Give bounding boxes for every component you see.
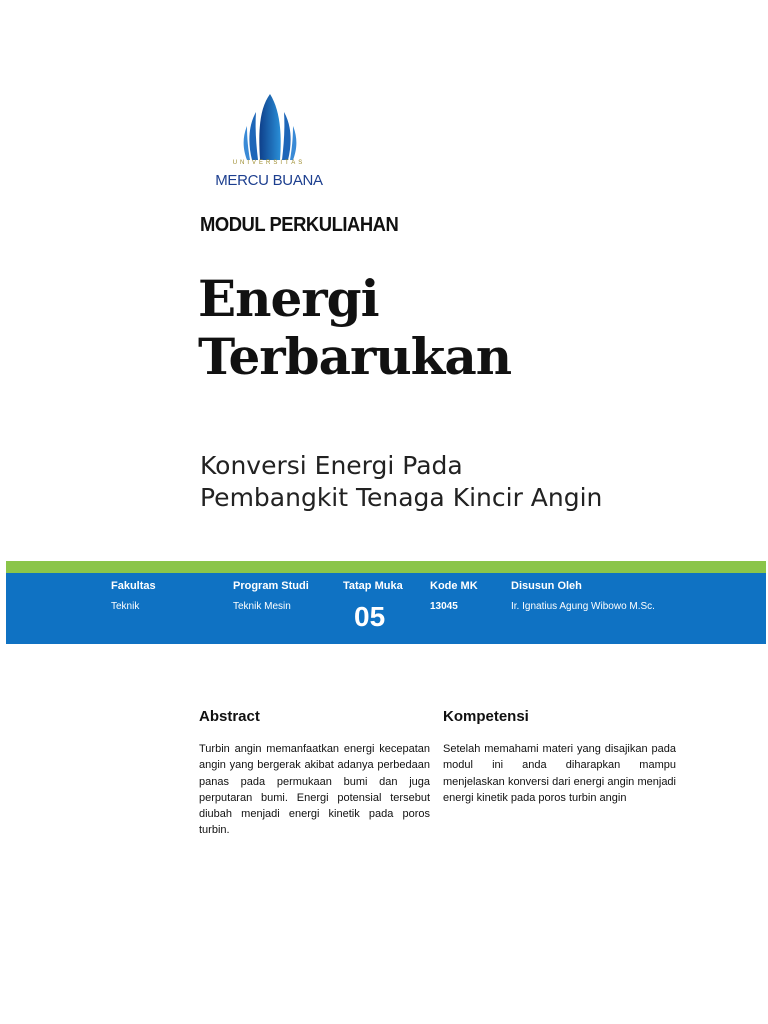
modul-label: MODUL PERKULIAHAN [200,214,399,236]
fakultas-value: Teknik [111,601,140,612]
program-studi-value: Teknik Mesin [233,601,291,612]
kompetensi-body: Setelah memahami materi yang disajikan pada modul ini anda diharapkan mampu menjelaskan konversi dari energi angin menjadi energi kinetik pada poros turbin angin [443,743,676,804]
subtitle-line-2: Pembangkit Tenaga Kincir Angin [200,483,603,512]
logo-subtext: UNIVERSITAS [232,160,306,166]
kode-mk-label: Kode MK [430,580,478,592]
disusun-oleh-value: Ir. Ignatius Agung Wibowo M.Sc. [511,601,655,612]
title-line-1: Energi [198,269,379,328]
title-line-2: Terbarukan [198,327,512,386]
university-logo [200,88,338,194]
document-subtitle [200,450,602,514]
tatap-muka-value: 05 [354,601,386,632]
green-stripe [6,561,766,573]
abstract-body: Turbin angin memanfaatkan energi kecepatan angin yang bergerak akibat adanya perbedaan panas pada permukaan bumi dan juga perputaran bumi. Energi potensial tersebut diubah menjadi energi kinetik pada poros turbin. [199,743,430,837]
flame-emblem-icon [200,88,338,162]
tatap-muka-label: Tatap Muka [343,580,403,592]
subtitle-line-1: Konversi Energi Pada [200,451,463,480]
kode-mk-value: 13045 [430,601,458,612]
logo-wordmark: MERCU BUANA [215,172,323,189]
abstract-heading: Abstract [199,708,260,725]
disusun-oleh-label: Disusun Oleh [511,580,582,592]
document-title [198,270,511,386]
kompetensi-heading: Kompetensi [443,708,529,725]
program-studi-label: Program Studi [233,580,309,592]
fakultas-label: Fakultas [111,580,156,592]
